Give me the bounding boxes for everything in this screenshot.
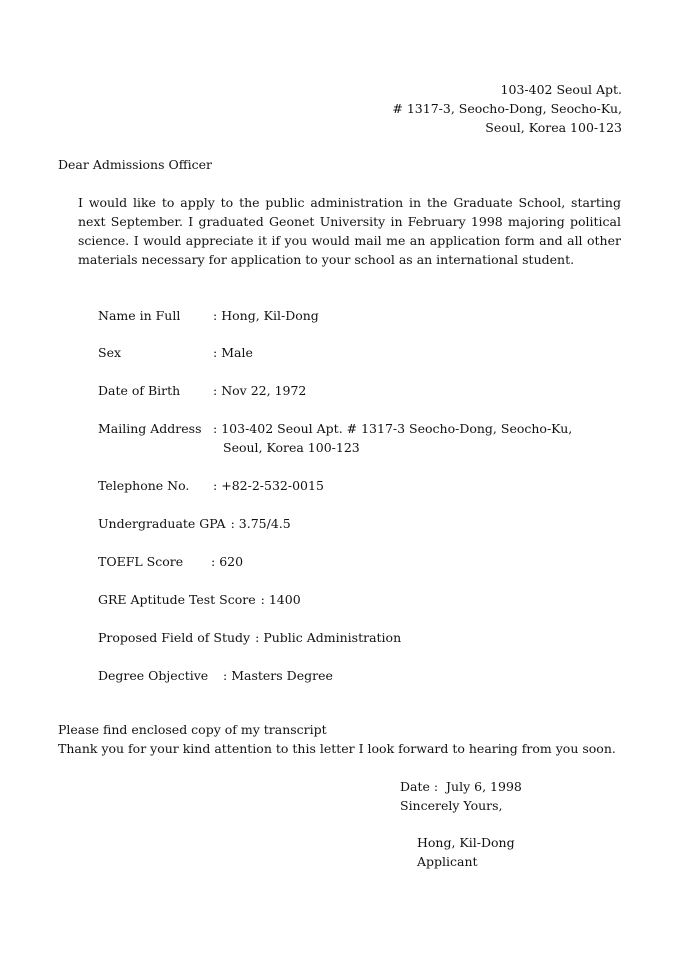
field-value-continued: Seoul, Korea 100-123 <box>223 440 360 455</box>
closing-line-2: Thank you for your kind attention to this letter I look forward to hearing from you soon. <box>58 741 616 756</box>
field-mailing-address <box>98 419 572 457</box>
field-name <box>98 306 319 325</box>
signer-title: Applicant <box>417 854 478 869</box>
closing-line-1: Please find enclosed copy of my transcript <box>58 722 327 737</box>
signature-block <box>400 777 522 871</box>
intro-paragraph: I would like to apply to the public administration in the Graduate School, starting next September. I graduated Geonet University in February 1998 majoring political science. I would appreciate it if you would mail me an application form and all other materials necessary for application to your school as an international student. <box>78 195 621 267</box>
field-value: 103-402 Seoul Apt. # 1317-3 Seocho-Dong, Seocho-Ku, <box>221 421 573 436</box>
field-label: Degree Objective <box>98 668 209 683</box>
field-separator: : <box>213 308 218 323</box>
field-separator: : <box>213 478 218 493</box>
field-label: Mailing Address <box>98 421 202 436</box>
field-telephone <box>98 476 324 495</box>
field-separator: : <box>230 516 235 531</box>
field-separator: : <box>223 668 228 683</box>
closing-paragraph <box>58 720 616 758</box>
date-value: July 6, 1998 <box>446 779 522 794</box>
field-gre <box>98 590 301 609</box>
field-value: Male <box>221 345 253 360</box>
field-gpa <box>98 514 291 533</box>
field-separator: : <box>213 421 218 436</box>
field-date-of-birth <box>98 381 306 400</box>
field-value: 3.75/4.5 <box>238 516 291 531</box>
field-value: Hong, Kil-Dong <box>221 308 319 323</box>
field-value: 620 <box>219 554 244 569</box>
sender-address <box>222 80 622 137</box>
field-separator: : <box>213 383 218 398</box>
field-value: Public Administration <box>263 630 402 645</box>
salutation: Dear Admissions Officer <box>58 157 212 172</box>
field-label: Name in Full <box>98 308 181 323</box>
field-study <box>98 628 401 647</box>
field-label: Telephone No. <box>98 478 190 493</box>
field-degree <box>98 666 333 685</box>
signer-name: Hong, Kil-Dong <box>417 835 515 850</box>
address-line-1: 103-402 Seoul Apt. <box>500 82 622 97</box>
address-line-3: Seoul, Korea 100-123 <box>485 120 622 135</box>
field-separator: : <box>211 554 216 569</box>
field-label: GRE Aptitude Test Score <box>98 592 256 607</box>
field-toefl <box>98 552 243 571</box>
date-line <box>400 777 522 796</box>
field-label: Proposed Field of Study <box>98 630 251 645</box>
field-sex <box>98 343 253 362</box>
field-value: +82-2-532-0015 <box>221 478 324 493</box>
field-label: Sex <box>98 345 122 360</box>
address-line-2: # 1317-3, Seocho-Dong, Seocho-Ku, <box>392 101 622 116</box>
date-label: Date : <box>400 779 439 794</box>
field-label: TOEFL Score <box>98 554 184 569</box>
field-value: Nov 22, 1972 <box>221 383 307 398</box>
field-value: 1400 <box>268 592 301 607</box>
field-separator: : <box>255 630 260 645</box>
field-separator: : <box>213 345 218 360</box>
complimentary-close: Sincerely Yours, <box>400 798 503 813</box>
field-separator: : <box>260 592 265 607</box>
field-value: Masters Degree <box>231 668 333 683</box>
field-label: Undergraduate GPA <box>98 516 226 531</box>
field-label: Date of Birth <box>98 383 181 398</box>
